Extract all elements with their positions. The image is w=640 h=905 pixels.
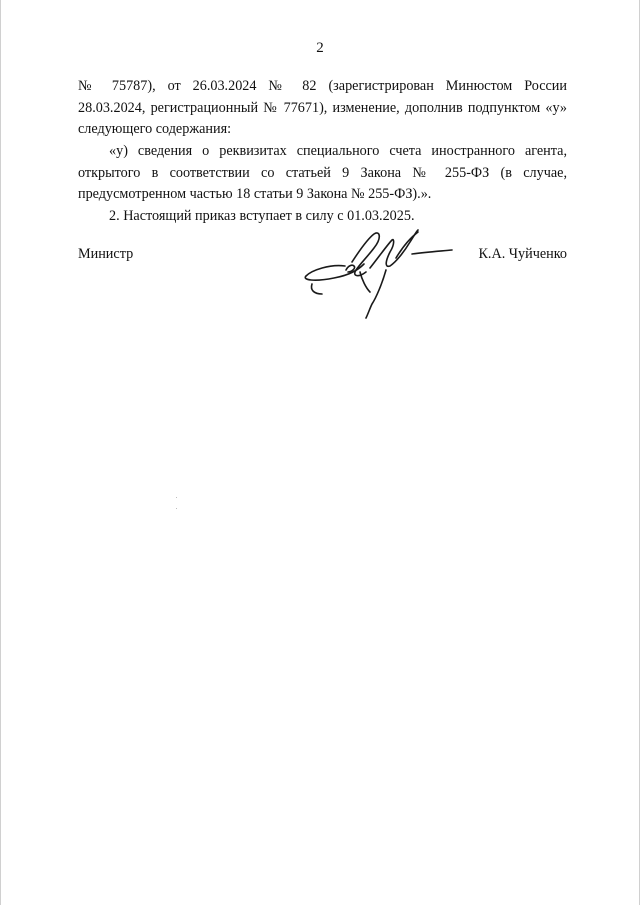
signer-name: К.А. Чуйченко: [478, 246, 567, 262]
handwritten-signature: [300, 218, 460, 322]
scan-speck: [176, 508, 177, 509]
quoted-item-line: «у) сведения о реквизитах специального счета иностранного агента,: [109, 143, 567, 159]
paragraph-line: № 75787), от 26.03.2024 № 82 (зарегистрирован Минюстом России: [78, 78, 567, 94]
left-page-edge: [0, 0, 1, 905]
item-2-text: 2. Настоящий приказ вступает в силу с 01.03.2025.: [109, 208, 415, 224]
scan-speck: [176, 497, 177, 498]
position-title: Министр: [78, 246, 134, 262]
quoted-item-line: открытого в соответствии со статьей 9 Закона № 255-ФЗ (в случае,: [78, 165, 567, 181]
quoted-item-line: предусмотренном частью 18 статьи 9 Закона № 255-ФЗ).».: [78, 186, 432, 202]
paragraph-line: следующего содержания:: [78, 121, 232, 137]
page-number: 2: [316, 40, 324, 56]
paragraph-line: 28.03.2024, регистрационный № 77671), изменение, дополнив подпунктом «у»: [78, 100, 567, 116]
